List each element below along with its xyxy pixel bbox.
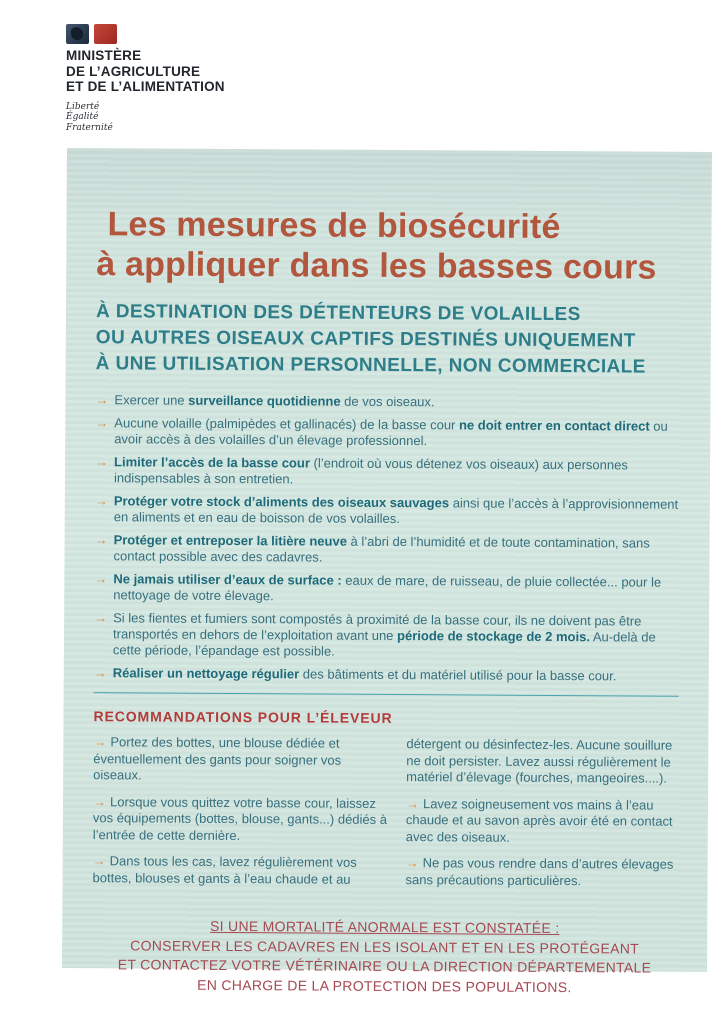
bullet-item xyxy=(93,734,390,785)
poster-subtitle xyxy=(96,299,681,381)
recommendations-columns xyxy=(92,734,678,900)
mortality-warning-notice xyxy=(92,916,677,998)
poster-title xyxy=(96,204,681,288)
arrow-bullet-icon: → xyxy=(95,415,109,431)
recommendations-heading: RECOMMANDATIONS POUR L’ÉLEVEUR xyxy=(93,708,393,726)
bullet-item xyxy=(95,415,683,451)
bullet-text: Dans tous les cas, lavez régulièrement vos bottes, blouses et gants à l’eau chaude et au xyxy=(92,853,357,887)
bullet-item xyxy=(94,532,682,568)
bullet-text: Aucune volaille (palmipèdes et gallinacés) de la basse cour ne doit entrer en contact direct ou avoir accès à des volailles d’un élevage professionnel. xyxy=(114,415,668,449)
text-line: DE L’AGRICULTURE xyxy=(66,63,201,79)
arrow-bullet-icon: → xyxy=(93,665,107,681)
republic-motto xyxy=(66,102,225,134)
bullet-item xyxy=(94,610,682,662)
text-line: MINISTÈRE xyxy=(66,48,142,63)
flag-blue-marianne-icon xyxy=(66,24,89,44)
france-flag-logo-icon xyxy=(66,24,225,44)
bullet-text: Protéger et entreposer la litière neuve à l’abri de l’humidité et de toute contamination, sans contact possible avec des cadavres. xyxy=(113,532,650,565)
arrow-bullet-icon: → xyxy=(92,853,106,869)
text-line: à appliquer dans les basses cours xyxy=(96,245,657,287)
bullet-text: Si les fientes et fumiers sont compostés à proximité de la basse cour, ils ne doivent pas être transportés en dehors de l’exploitation avant une période de stockage de 2 mois. Au-delà de cette période, l’épandage est possible. xyxy=(112,610,656,659)
text-line: Égalité xyxy=(66,112,99,122)
text-line: ET CONTACTEZ VOTRE VÉTÉRINAIRE OU LA DIRECTION DÉPARTEMENTALE xyxy=(117,956,652,976)
bullet-item xyxy=(95,493,683,529)
text-line: À DESTINATION DES DÉTENTEURS DE VOLAILLES xyxy=(95,301,581,326)
bullet-item xyxy=(92,853,389,888)
text-line: EN CHARGE DE LA PROTECTION DES POPULATIONS. xyxy=(197,976,572,995)
bullet-item xyxy=(405,855,677,890)
arrow-bullet-icon: → xyxy=(94,493,108,509)
bullet-text: Ne pas vous rendre dans d’autres élevages sans précautions particulières. xyxy=(405,855,674,888)
text-line: OU AUTRES OISEAUX CAPTIFS DESTINÉS UNIQUEMENT xyxy=(95,327,636,352)
bullet-text: Portez des bottes, une blouse dédiée et éventuellement des gants pour soigner vos oiseaux. xyxy=(93,734,342,783)
arrow-bullet-icon: → xyxy=(405,855,419,871)
bullet-item xyxy=(406,736,678,787)
bullet-text: Ne jamais utiliser d’eaux de surface : eaux de mare, de ruisseau, de pluie collectée... pour le nettoyage de votre élevage. xyxy=(113,571,662,604)
bullet-text: Protéger votre stock d’aliments des oiseaux sauvages ainsi que l’accès à l’approvisionnement en aliments et en eau de boisson de vos volailles. xyxy=(113,493,679,527)
poster-card xyxy=(62,148,712,995)
bullet-text: Limiter l’accès de la basse cour (l’endroit où vous détenez vos oiseaux) aux personnes indispensables à son entretien. xyxy=(113,454,628,487)
recommendations-right-column xyxy=(405,736,678,900)
biosecurity-measures-list xyxy=(94,392,684,685)
bullet-item xyxy=(95,392,683,412)
text-line: Liberté xyxy=(66,101,100,112)
bullet-text: Exercer une surveillance quotidienne de vos oiseaux. xyxy=(114,392,435,410)
bullet-item xyxy=(93,794,390,845)
flag-red-icon xyxy=(94,24,117,44)
government-header xyxy=(66,24,225,133)
recommendations-left-column xyxy=(92,734,390,898)
arrow-bullet-icon: → xyxy=(94,571,108,587)
section-divider xyxy=(94,692,679,697)
bullet-text: Lavez soigneusement vos mains à l’eau chaude et au savon après avoir été en contact avec des oiseaux. xyxy=(405,795,673,845)
arrow-bullet-icon: → xyxy=(95,454,109,470)
bullet-text: Lorsque vous quittez votre basse cour, laissez vos équipements (bottes, blouse, gants...) dédiés à l’entrée de cette dernière. xyxy=(92,793,388,843)
bullet-text: Réaliser un nettoyage régulier des bâtiments et du matériel utilisé pour la basse cour. xyxy=(112,665,617,684)
text-line: Les mesures de biosécurité xyxy=(107,205,561,247)
text-line: À UNE UTILISATION PERSONNELLE, NON COMMERCIALE xyxy=(95,353,646,378)
bullet-item xyxy=(406,796,678,847)
arrow-bullet-icon: → xyxy=(95,392,109,408)
arrow-bullet-icon: → xyxy=(93,734,107,750)
arrow-bullet-icon: → xyxy=(405,795,420,811)
text-line: SI UNE MORTALITÉ ANORMALE EST CONSTATÉE : xyxy=(209,917,560,937)
bullet-item xyxy=(95,454,683,490)
text-line: CONSERVER LES CADAVRES EN LES ISOLANT ET EN LES PROTÉGEANT xyxy=(130,936,640,957)
text-line: ET DE L’ALIMENTATION xyxy=(66,79,225,94)
text-line: Fraternité xyxy=(66,122,113,133)
arrow-bullet-icon: → xyxy=(92,793,107,809)
bullet-text: détergent ou désinfectez-les. Aucune souillure ne doit persister. Lavez aussi régulièrement le matériel d’élevage (fourches, mangeoires....). xyxy=(406,736,673,786)
arrow-bullet-icon: → xyxy=(94,532,108,548)
bullet-item xyxy=(94,571,682,607)
arrow-bullet-icon: → xyxy=(94,610,108,626)
ministry-name xyxy=(66,48,225,95)
bullet-item xyxy=(94,665,682,685)
